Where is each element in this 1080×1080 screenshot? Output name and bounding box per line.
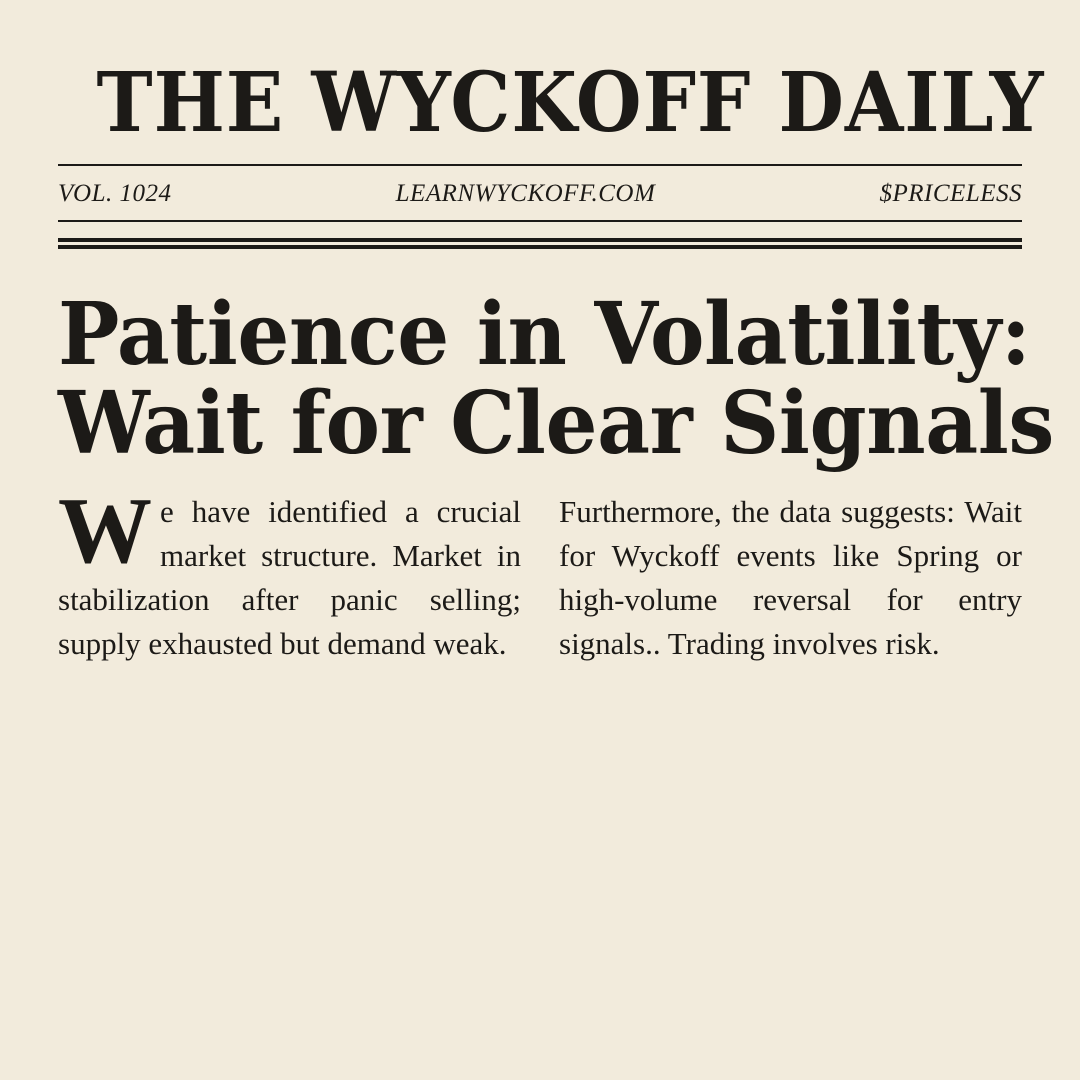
article-paragraph-2: Furthermore, the data suggests: Wait for Wyckoff events like Spring or high-volume reversal for entry signals.. Trading involves risk. — [559, 494, 1022, 662]
dropcap-letter: W — [58, 479, 152, 584]
dateline — [58, 166, 1022, 220]
masthead — [58, 0, 1045, 151]
article-body — [58, 468, 1022, 666]
article-paragraph-1 — [58, 479, 521, 666]
article-column-1 — [58, 479, 521, 666]
dateline-volume: VOL. 1024 — [58, 180, 172, 207]
article-headline — [58, 249, 1054, 474]
rule-double-divider — [58, 238, 1022, 249]
dateline-website[interactable]: LEARNWYCKOFF.COM — [395, 180, 656, 207]
dateline-price: $PRICELESS — [879, 180, 1022, 207]
headline-line-2: Wait for Clear Signals — [58, 372, 1054, 474]
dateline-spacer — [58, 222, 1022, 238]
masthead-title: THE WYCKOFF DAILY — [96, 55, 1045, 151]
headline-line-1: Patience in Volatility: — [58, 284, 1031, 385]
article-column-1-text: e have identified a crucial market structure. Market in stabilization after panic selling; supply exhausted but demand weak. — [58, 494, 521, 662]
article-column-2 — [559, 490, 1022, 666]
